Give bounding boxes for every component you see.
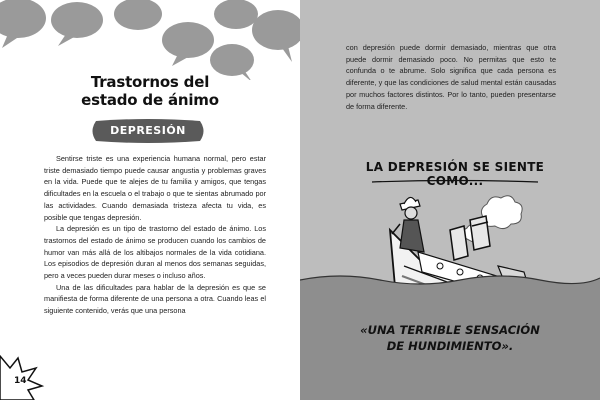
quote: [345, 322, 555, 354]
speech-bubbles: [0, 0, 300, 80]
speech-bubble-icon: [162, 22, 214, 58]
illustration-subtitle: LA DEPRESIÓN SE SIENTE COMO...: [365, 160, 545, 188]
title-line-1: Trastornos del: [90, 73, 210, 91]
title-line-2: estado de ánimo: [81, 91, 219, 109]
speech-bubble-icon: [214, 0, 258, 29]
quote-line-2: DE HUNDIMIENTO».: [386, 339, 514, 353]
sinking-ship-icon: [300, 180, 600, 400]
paragraph: Sentirse triste es una experiencia humana normal, pero estar triste demasiado tiempo puede causar angustia y problemas graves en la vida. Puede que te alejes de tu familia y amigos, que tengas dificultades en la escuela o el trabajo o que te sientas abrumado por las actividades. Cuando demasiada tristeza afecta tu vida, es posible que tengas depresión.: [44, 154, 266, 222]
section-label: DEPRESIÓN: [110, 124, 186, 137]
speech-bubble-icon: [0, 0, 46, 38]
paragraph: con depresión puede dormir demasiado, mientras que otra puede dormir demasiado poco. No permitas que esto te confunda o te abrume. Solo significa que cada persona es diferente, y que las condiciones de salud mental están causadas por muchos factores distintos. Por lo tanto, pueden presentarse de forma diferente.: [346, 43, 556, 111]
paragraph: La depresión es un tipo de trastorno del estado de ánimo. Los trastornos del estado de ánimo se producen cuando los cambios de humor van más allá de los altibajos normales de la vida cotidiana. Los episodios de depresión duran al menos dos semanas seguidas, pero a veces pueden durar meses o incluso años.: [44, 224, 266, 281]
speech-bubble-icon: [252, 10, 300, 50]
speech-bubble-icon: [114, 0, 162, 30]
speech-bubble-icon: [51, 2, 103, 38]
page-title: [70, 73, 230, 109]
page-number: 14: [14, 376, 27, 386]
speech-bubble-icon: [210, 44, 254, 76]
right-page: [300, 0, 600, 400]
quote-line-1: «UNA TERRIBLE SENSACIÓN: [360, 323, 540, 337]
body-text-right: [346, 42, 556, 112]
body-text-left: [44, 153, 266, 317]
paragraph: Una de las dificultades para hablar de la depresión es que se manifiesta de forma diferente de una persona a otra. Cuando leas el siguiente contenido, verás que una persona: [44, 282, 266, 316]
